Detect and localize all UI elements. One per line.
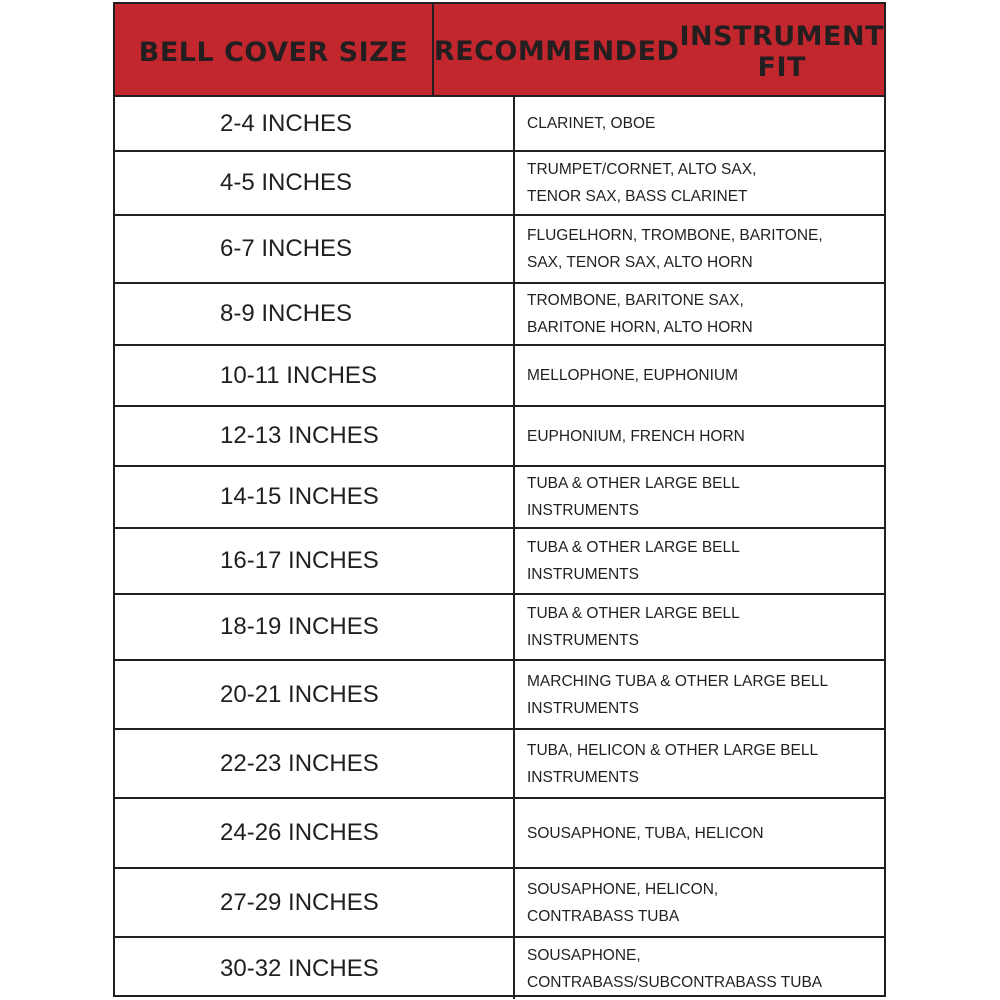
bell-cover-size-cell: 24-26 INCHES (115, 799, 515, 867)
table-header (115, 4, 884, 97)
instrument-fit-cell (515, 595, 884, 659)
instrument-fit-line: CLARINET, OBOE (527, 115, 656, 132)
instrument-fit-line: MARCHING TUBA & OTHER LARGE BELL (527, 672, 829, 690)
instrument-fit-line: TUBA & OTHER LARGE BELL (527, 605, 740, 622)
instrument-fit-line: SOUSAPHONE, HELICON, (527, 880, 719, 898)
bell-cover-size-cell: 27-29 INCHES (115, 869, 515, 936)
bell-cover-size-cell: 10-11 INCHES (115, 346, 515, 405)
instrument-fit-cell (515, 730, 884, 797)
instrument-fit-line: TENOR SAX, BASS CLARINET (527, 188, 748, 205)
table-row (115, 869, 884, 938)
table-row (115, 407, 884, 467)
table-row (115, 152, 884, 216)
instrument-fit-line: FLUGELHORN, TROMBONE, BARITONE, (527, 227, 823, 244)
instrument-fit-line: TUBA, HELICON & OTHER LARGE BELL (527, 741, 819, 759)
table-row (115, 97, 884, 152)
fit-header-line-2: INSTRUMENT FIT (679, 20, 884, 83)
table-row (115, 730, 884, 799)
instrument-fit-cell (515, 152, 884, 214)
instrument-fit-line: TUBA & OTHER LARGE BELL (527, 539, 740, 556)
instrument-fit-cell (515, 346, 884, 405)
instrument-fit-line: INSTRUMENTS (527, 566, 639, 583)
instrument-fit-line: CONTRABASS/SUBCONTRABASS TUBA (527, 973, 823, 991)
bell-cover-size-cell: 16-17 INCHES (115, 529, 515, 593)
table-row (115, 216, 884, 284)
fit-column-header (434, 4, 884, 95)
bell-cover-size-cell: 18-19 INCHES (115, 595, 515, 659)
instrument-fit-line: INSTRUMENTS (527, 699, 639, 717)
instrument-fit-line: INSTRUMENTS (527, 502, 639, 519)
size-column-header: BELL COVER SIZE (115, 4, 434, 95)
bell-cover-size-cell: 12-13 INCHES (115, 407, 515, 465)
bell-cover-size-table (113, 2, 886, 997)
instrument-fit-line: TROMBONE, BARITONE SAX, (527, 292, 744, 309)
instrument-fit-cell (515, 799, 884, 867)
bell-cover-size-cell: 6-7 INCHES (115, 216, 515, 282)
table-row (115, 467, 884, 529)
instrument-fit-line: EUPHONIUM, FRENCH HORN (527, 427, 745, 445)
table-row (115, 938, 884, 999)
table-row (115, 284, 884, 346)
instrument-fit-line: TRUMPET/CORNET, ALTO SAX, (527, 161, 757, 178)
instrument-fit-line: BARITONE HORN, ALTO HORN (527, 319, 753, 336)
fit-header-line-1: RECOMMENDED (433, 36, 680, 67)
instrument-fit-line: TUBA & OTHER LARGE BELL (527, 475, 740, 492)
instrument-fit-cell (515, 869, 884, 936)
instrument-fit-line: CONTRABASS TUBA (527, 907, 680, 925)
table-row (115, 799, 884, 869)
instrument-fit-line: SAX, TENOR SAX, ALTO HORN (527, 254, 753, 271)
table-row (115, 529, 884, 595)
table-row (115, 661, 884, 730)
instrument-fit-cell (515, 529, 884, 593)
bell-cover-size-cell: 30-32 INCHES (115, 938, 515, 999)
table-row (115, 595, 884, 661)
instrument-fit-cell (515, 284, 884, 344)
instrument-fit-line: INSTRUMENTS (527, 768, 639, 786)
instrument-fit-line: INSTRUMENTS (527, 632, 639, 649)
instrument-fit-cell (515, 467, 884, 527)
instrument-fit-cell (515, 938, 884, 999)
bell-cover-size-cell: 4-5 INCHES (115, 152, 515, 214)
instrument-fit-line: MELLOPHONE, EUPHONIUM (527, 367, 739, 384)
bell-cover-size-cell: 8-9 INCHES (115, 284, 515, 344)
table-row (115, 346, 884, 407)
instrument-fit-line: SOUSAPHONE, (527, 946, 641, 964)
bell-cover-size-cell: 14-15 INCHES (115, 467, 515, 527)
bell-cover-size-cell: 20-21 INCHES (115, 661, 515, 728)
instrument-fit-cell (515, 661, 884, 728)
instrument-fit-cell (515, 407, 884, 465)
bell-cover-size-cell: 2-4 INCHES (115, 97, 515, 150)
instrument-fit-cell (515, 216, 884, 282)
table-body (115, 97, 884, 999)
instrument-fit-cell (515, 97, 884, 150)
instrument-fit-line: SOUSAPHONE, TUBA, HELICON (527, 824, 764, 842)
bell-cover-size-cell: 22-23 INCHES (115, 730, 515, 797)
